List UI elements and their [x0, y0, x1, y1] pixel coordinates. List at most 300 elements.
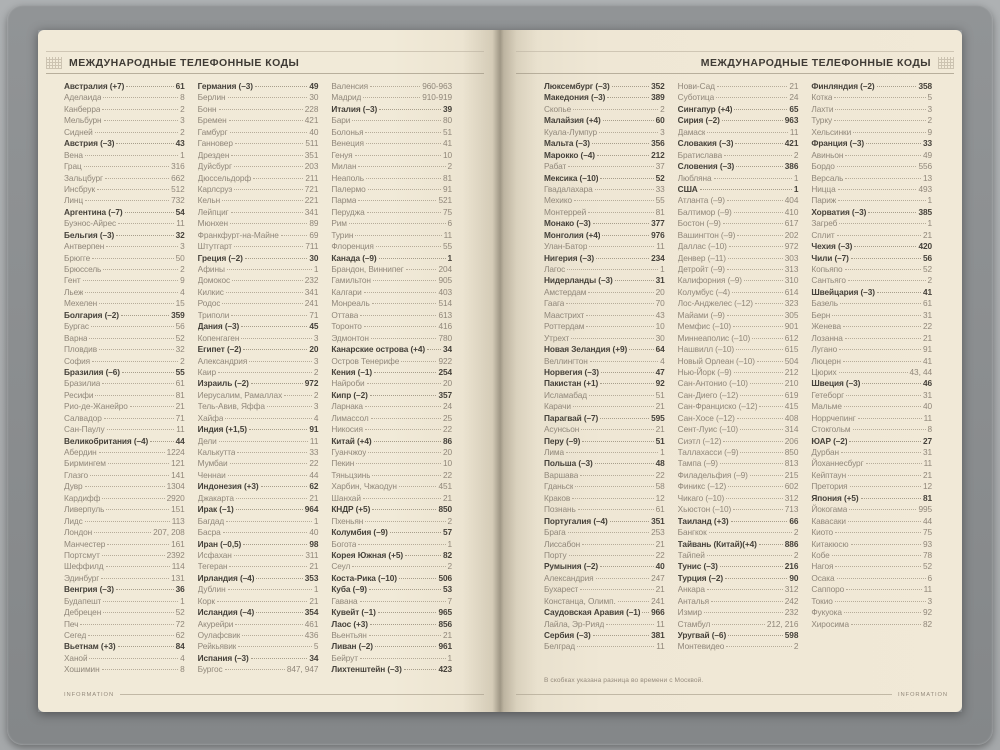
entry-name: Таллахасси (–9) [677, 447, 739, 457]
entry-code: 905 [438, 275, 452, 286]
entry-code: 316 [171, 161, 185, 172]
dot-leader [219, 109, 303, 110]
city-row [678, 218, 799, 229]
entry-code: 358 [918, 81, 932, 91]
entry-name: Сан-Хосе (–12) [677, 412, 735, 423]
city-row [678, 436, 799, 447]
dot-leader [566, 303, 653, 304]
dot-leader [700, 189, 792, 190]
entry-code: 2 [793, 641, 799, 652]
entry-code: 451 [438, 481, 452, 492]
entry-name: Таиланд (+3) [677, 515, 729, 526]
entry-code: 351 [304, 149, 319, 160]
entry-name: Вена [64, 149, 83, 160]
city-row [64, 619, 185, 630]
dot-leader [610, 521, 649, 522]
entry-name: Канада (–9) [331, 252, 377, 263]
codes-column [678, 81, 799, 677]
city-row [64, 321, 185, 332]
entry-code: 617 [784, 218, 799, 229]
entry-code: 92 [922, 607, 932, 618]
city-row [64, 218, 185, 229]
entry-code: 55 [442, 241, 452, 252]
entry-code: 21 [655, 584, 665, 595]
entry-name: Карлсруэ [197, 183, 233, 194]
country-row [544, 344, 665, 355]
entry-code: 323 [784, 298, 799, 309]
entry-name: Калифорния (–9) [677, 275, 742, 286]
city-row [198, 516, 319, 527]
entry-code: 33 [922, 138, 932, 149]
dot-leader [838, 189, 917, 190]
city-row [811, 333, 932, 344]
entry-code: 62 [175, 630, 185, 640]
entry-name: Греция (–2) [197, 252, 243, 263]
city-row [678, 504, 799, 515]
entry-name: Турин [331, 229, 354, 240]
entry-code: 310 [784, 275, 799, 286]
dot-leader [600, 566, 654, 567]
entry-code: 2 [180, 355, 185, 366]
entry-name: Лос-Анджелес (–12) [677, 298, 753, 309]
entry-code: 341 [304, 206, 319, 217]
country-row [331, 607, 452, 618]
entry-name: Утрехт [544, 332, 570, 343]
city-row [198, 619, 319, 630]
entry-code: 113 [171, 515, 185, 526]
country-row [811, 493, 932, 504]
city-row [678, 310, 799, 321]
dot-leader [589, 246, 654, 247]
country-row [678, 161, 799, 172]
dot-leader [102, 498, 164, 499]
dot-leader [603, 120, 654, 121]
entry-code: 3 [313, 332, 319, 343]
dot-leader [737, 418, 783, 419]
dot-leader [103, 612, 173, 613]
city-row [811, 550, 932, 561]
entry-name: Гуанчжоу [331, 447, 367, 457]
entry-code: 662 [171, 172, 185, 183]
entry-code: 964 [304, 504, 319, 515]
entry-name: КНДР (+5) [331, 504, 371, 515]
entry-code: 901 [784, 321, 799, 332]
country-row [198, 344, 319, 355]
dot-leader [370, 86, 420, 87]
entry-name: Мюнхен [197, 218, 229, 229]
entry-name: Порту [544, 549, 567, 560]
entry-name: Эдинбург [64, 572, 100, 583]
entry-code: 2 [180, 264, 185, 274]
entry-code: 965 [438, 607, 452, 618]
entry-name: Хорватия (–3) [811, 206, 867, 217]
entry-name: Малайзия (+4) [544, 115, 601, 126]
country-row [331, 527, 452, 538]
entry-code: 514 [438, 298, 452, 309]
city-row [64, 264, 185, 275]
entry-name: Антверпен [64, 241, 105, 252]
entry-name: Родос [197, 298, 221, 309]
dot-leader [355, 235, 441, 236]
dot-leader [755, 303, 783, 304]
entry-code: 2920 [166, 492, 185, 503]
entry-code: 49 [309, 81, 319, 91]
dot-leader [866, 143, 921, 144]
entry-name: Мехико [544, 195, 572, 206]
entry-code: 21 [789, 81, 799, 91]
entry-name: Люцерн [811, 355, 841, 366]
entry-name: Эдмонтон [331, 332, 369, 343]
dot-leader [750, 383, 783, 384]
dot-leader [405, 555, 441, 556]
entry-name: Монголия (+4) [544, 229, 601, 240]
entry-code: 84 [175, 641, 185, 652]
entry-name: Канберра [64, 103, 101, 114]
city-row [198, 367, 319, 378]
dot-leader [251, 658, 308, 659]
city-row [811, 298, 932, 309]
dot-leader [235, 143, 304, 144]
entry-code: 43, 44 [909, 366, 932, 377]
entry-name: Брюгге [64, 252, 91, 263]
dot-leader [358, 544, 445, 545]
dot-leader [596, 258, 649, 259]
entry-code: 381 [651, 630, 665, 640]
city-row [64, 493, 185, 504]
entry-code: 11 [656, 641, 665, 652]
country-row [198, 653, 319, 664]
entry-name: Флоренция [331, 241, 374, 252]
country-row [678, 138, 799, 149]
entry-name: Швеция (–3) [811, 378, 861, 389]
dot-leader [121, 315, 169, 316]
entry-name: Ницца [811, 183, 836, 194]
entry-name: Дурбан [811, 447, 839, 457]
entry-name: Гаага [544, 298, 565, 309]
entry-name: Перу (–9) [544, 435, 581, 446]
dot-leader [228, 97, 308, 98]
entry-name: Финляндия (–2) [811, 81, 875, 91]
country-row [811, 81, 932, 92]
entry-code: 234 [651, 252, 665, 263]
dot-leader [130, 406, 174, 407]
right-page [500, 30, 962, 712]
dot-leader [116, 235, 173, 236]
city-row [331, 184, 452, 195]
entry-name: Монреаль [331, 298, 370, 309]
country-row [544, 275, 665, 286]
city-row [678, 298, 799, 309]
entry-code: 56 [922, 252, 932, 263]
entry-name: Копенгаген [197, 332, 240, 343]
dot-leader [375, 646, 437, 647]
entry-name: Печ [64, 618, 79, 629]
entry-code: 5 [313, 641, 319, 652]
country-row [198, 424, 319, 435]
dot-leader [372, 509, 436, 510]
city-row [331, 264, 452, 275]
entry-code: 711 [305, 241, 319, 252]
dot-leader [85, 292, 178, 293]
entry-name: Франкфурт-на-Майне [197, 229, 279, 240]
city-row [331, 150, 452, 161]
entry-code: 55 [175, 366, 185, 377]
city-row [331, 321, 452, 332]
dot-leader [379, 109, 441, 110]
entry-code: 2 [793, 549, 799, 560]
entry-code: 461 [304, 618, 319, 629]
city-row [544, 195, 665, 206]
city-row [198, 104, 319, 115]
entry-name: Богота [331, 538, 357, 549]
country-row [544, 218, 665, 229]
entry-name: Люксембург (–3) [544, 81, 610, 91]
dot-leader [850, 486, 921, 487]
city-row [544, 550, 665, 561]
entry-name: Бордо [811, 161, 835, 172]
dot-leader [861, 498, 921, 499]
entry-name: Лугано [811, 344, 838, 355]
city-row [198, 275, 319, 286]
entry-name: Котка [811, 92, 833, 103]
entry-code: 90 [789, 572, 799, 583]
entry-name: Новая Зеландия (+9) [544, 344, 628, 355]
city-row [331, 470, 452, 481]
entry-name: Мемфис (–10) [677, 321, 732, 332]
dot-leader [858, 418, 922, 419]
entry-code: 1 [313, 515, 319, 526]
entry-code: 82 [922, 618, 932, 629]
city-row [811, 92, 932, 103]
dot-leader [106, 566, 170, 567]
city-row [544, 470, 665, 481]
entry-name: Краков [544, 492, 571, 503]
entry-name: Лондон [64, 527, 93, 538]
entry-name: Нью-Йорк (–9) [677, 366, 732, 377]
city-row [544, 596, 665, 607]
entry-name: Франция (–3) [811, 138, 865, 149]
entry-code: 212, 216 [766, 618, 799, 629]
city-row [811, 504, 932, 515]
entry-code: 54 [175, 206, 185, 217]
entry-name: Познань [544, 504, 576, 515]
entry-name: Скопье [544, 103, 572, 114]
entry-name: Болонья [331, 126, 364, 137]
entry-code: 305 [784, 309, 799, 320]
city-row [198, 184, 319, 195]
entry-name: ЮАР (–2) [811, 435, 848, 446]
dot-leader [729, 246, 783, 247]
dot-leader [844, 406, 921, 407]
entry-code: 43 [175, 138, 185, 149]
city-row [198, 401, 319, 412]
entry-code: 619 [784, 389, 799, 400]
entry-name: Уругвай (–6) [677, 630, 727, 640]
dot-leader [390, 532, 441, 533]
entry-name: Калькутта [197, 447, 236, 457]
dot-leader [602, 235, 649, 236]
entry-name: Кардифф [64, 492, 101, 503]
country-row [544, 92, 665, 103]
entry-code: 221 [304, 195, 319, 206]
entry-name: Монтевидео [677, 641, 725, 652]
entry-code: 60 [655, 115, 665, 126]
dot-leader [234, 189, 302, 190]
dot-leader [851, 544, 921, 545]
entry-name: Венеция [331, 138, 364, 149]
entry-code: 47 [655, 366, 665, 377]
dot-leader [759, 406, 782, 407]
city-row [64, 413, 185, 424]
dot-leader [848, 521, 921, 522]
entry-code: 32 [175, 229, 185, 240]
entry-name: Нашвилл (–10) [677, 344, 735, 355]
city-row [198, 390, 319, 401]
entry-code: 51 [655, 435, 665, 446]
entry-name: Дуйсбург [197, 161, 232, 172]
entry-name: Швейцария (–3) [811, 286, 875, 297]
city-row [64, 173, 185, 184]
city-row [678, 264, 799, 275]
dot-leader [574, 200, 654, 201]
entry-code: 3 [180, 241, 185, 252]
entry-name: Словения (–3) [677, 161, 735, 172]
dot-leader [601, 372, 654, 373]
entry-name: Шанхай [331, 492, 361, 503]
city-row [198, 641, 319, 652]
dot-leader [586, 326, 653, 327]
entry-name: Кейптаун [811, 469, 847, 480]
entry-code: 52 [175, 332, 185, 343]
entry-name: Словакия (–3) [677, 138, 734, 149]
footer-rule [120, 694, 484, 695]
dot-leader [406, 269, 437, 270]
country-row [544, 81, 665, 92]
country-row [678, 516, 799, 527]
dot-leader [717, 86, 787, 87]
entry-code: 961 [438, 641, 452, 652]
city-row [678, 607, 799, 618]
dot-leader [83, 280, 179, 281]
dot-leader [374, 372, 436, 373]
entry-name: Германия (–3) [197, 81, 253, 91]
city-row [198, 264, 319, 275]
dot-leader [97, 189, 169, 190]
entry-name: Лихтенштейн (–3) [331, 664, 402, 675]
entry-name: Дюссельдорф [197, 172, 252, 183]
city-row [811, 184, 932, 195]
dot-leader [854, 246, 916, 247]
entry-name: Чили (–7) [811, 252, 849, 263]
entry-name: Исфахан [197, 549, 232, 560]
city-row [811, 230, 932, 241]
entry-name: Индонезия (+3) [197, 481, 259, 492]
dot-leader [725, 578, 787, 579]
dot-leader [101, 578, 169, 579]
entry-code: 81 [175, 389, 185, 400]
entry-name: Коста-Рика (–10) [331, 572, 397, 583]
country-row [331, 584, 452, 595]
entry-name: Буэнос-Айрес [64, 218, 117, 229]
city-row [678, 344, 799, 355]
country-row [544, 150, 665, 161]
entry-name: Рейкьявик [197, 641, 237, 652]
dot-leader [720, 463, 783, 464]
entry-code: 10 [442, 458, 452, 469]
entry-code: 75 [922, 527, 932, 538]
city-row [544, 584, 665, 595]
entry-code: 972 [304, 378, 319, 389]
entry-code: 43 [655, 309, 665, 320]
dot-leader [236, 509, 303, 510]
city-row [198, 584, 319, 595]
entry-code: 6 [927, 572, 932, 583]
dot-leader [757, 361, 783, 362]
entry-code: 24 [442, 401, 452, 412]
entry-name: Сирия (–2) [677, 115, 720, 126]
dot-leader [832, 555, 921, 556]
dot-leader [249, 429, 307, 430]
entry-code: 2 [793, 149, 799, 160]
dot-leader [731, 521, 788, 522]
entry-name: Лозанна [811, 332, 843, 343]
city-row [811, 447, 932, 458]
city-row [811, 367, 932, 378]
city-row [544, 527, 665, 538]
entry-code: 410 [784, 206, 799, 217]
dot-leader [367, 383, 441, 384]
city-row [198, 458, 319, 469]
dot-leader [352, 566, 445, 567]
entry-name: Парагвай (–7) [544, 412, 599, 423]
entry-name: Линц [64, 195, 84, 206]
city-row [544, 390, 665, 401]
entry-code: 3 [927, 103, 932, 114]
dot-leader [227, 269, 312, 270]
entry-name: Дебрецен [64, 607, 102, 618]
dot-leader [222, 303, 302, 304]
entry-name: Тайвань (Китай)(+4) [677, 538, 757, 549]
entry-name: Оттава [331, 309, 359, 320]
city-row [331, 241, 452, 252]
dot-leader [629, 349, 654, 350]
entry-code: 6 [447, 218, 452, 229]
country-row [331, 619, 452, 630]
entry-code: 11 [309, 435, 319, 446]
city-row [331, 138, 452, 149]
entry-code: 359 [171, 309, 185, 320]
dot-leader [606, 624, 654, 625]
city-row [331, 401, 452, 412]
entry-name: Пхеньян [331, 515, 364, 526]
city-row [331, 333, 452, 344]
entry-name: Суботица [677, 92, 715, 103]
dot-leader [843, 361, 921, 362]
entry-name: Рио-де-Жанейро [64, 401, 128, 412]
entry-code: 3 [313, 401, 319, 412]
entry-code: 21 [922, 469, 932, 480]
entry-code: 51 [655, 389, 665, 400]
city-row [678, 241, 799, 252]
entry-code: 20 [655, 286, 665, 297]
entry-name: Остров Тенерифе [331, 355, 400, 366]
dot-leader [104, 120, 179, 121]
entry-code: 2 [927, 115, 932, 126]
dot-leader [834, 97, 925, 98]
country-row [544, 413, 665, 424]
entry-code: 64 [655, 344, 665, 355]
dot-leader [251, 383, 303, 384]
